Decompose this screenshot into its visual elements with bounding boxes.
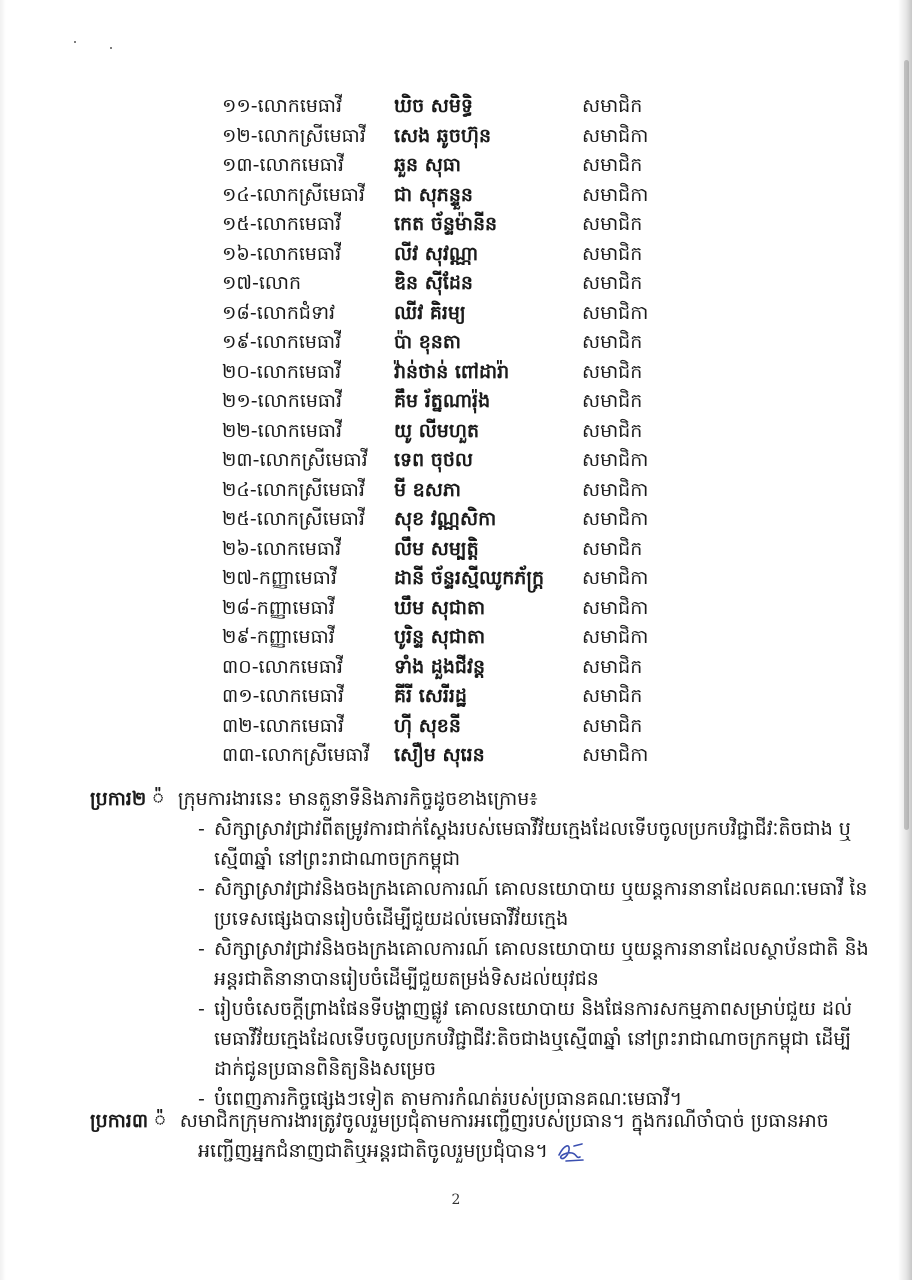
member-role: សមាជិក (582, 714, 643, 737)
member-row (222, 564, 682, 594)
member-title: ១៧-លោក (222, 272, 302, 294)
article-3 (90, 1106, 870, 1166)
member-title: ២៧-កញ្ញាមេធាវី (222, 567, 337, 589)
member-name: មី ឧសភា (394, 478, 461, 501)
member-role: សមាជិក (582, 272, 643, 294)
member-row (222, 476, 682, 506)
member-name: សេង ឆូចហ៊ុន (394, 124, 492, 147)
handwritten-initials-icon (556, 1141, 586, 1163)
member-name: លឹម សម្បត្តិ (394, 537, 479, 560)
member-title: ១២-លោកស្រីមេធាវី (222, 124, 366, 147)
member-title: ៣១-លោកមេធាវី (222, 685, 344, 707)
member-name: ទេព ចុថល (394, 449, 473, 471)
bullet-dash: - (198, 1088, 205, 1110)
member-list (222, 92, 682, 771)
scan-speck (110, 47, 112, 49)
member-row (222, 122, 682, 152)
member-role: សមាជិកា (582, 744, 649, 766)
duty-item (198, 934, 870, 994)
member-title: ២៦-លោកមេធាវី (222, 537, 342, 560)
member-title: ២៨-កញ្ញាមេធាវី (222, 596, 335, 619)
member-row (222, 623, 682, 653)
member-name: ឆួន សុធា (394, 154, 461, 176)
member-role: សមាជិក (582, 537, 643, 560)
member-title: ១៦-លោកមេធាវី (222, 242, 342, 265)
article-3-line-1: សមាជិកក្រុមការងារត្រូវចូលរួមប្រជុំតាមការអញ្ជើញរបស់ប្រធាន។ ក្នុងករណីចាំបាច់ ប្រធានអាច (179, 1110, 829, 1132)
duty-text: សិក្សាស្រាវជ្រាវនិងចងក្រងគោលការណ៍ គោលនយោបាយ ឬយន្តការនានាដែលគណៈមេធាវី នៃប្រទេសផ្សេងបានរៀបចំដើម្បីជួយដល់មេធាវីវ័យក្មេង (214, 878, 868, 930)
bullet-dash: - (198, 878, 205, 900)
member-name: ឌិន ស៊ីដែន (394, 272, 473, 294)
member-name: គីរី សេរីរដ្ឋ (394, 685, 467, 707)
member-name: សឿម សុរេន (394, 744, 485, 766)
duty-item (198, 874, 870, 934)
scan-speck (74, 41, 76, 43)
member-row (222, 92, 682, 122)
member-role: សមាជិកា (582, 301, 649, 324)
member-name: គឹម រ័ត្នណារ៉ុង (394, 390, 491, 412)
member-role: សមាជិកា (582, 124, 649, 147)
member-row (222, 446, 682, 476)
member-title: ២៤-លោកស្រីមេធាវី (222, 478, 365, 501)
duty-text: សិក្សាស្រាវជ្រាវនិងចងក្រងគោលការណ៍ គោលនយោបាយ ឬយន្តការនានាដែលស្ថាប័នជាតិ និងអន្តរជាតិនានាបានរៀបចំដើម្បីជួយតម្រង់ទិសដល់យុវជន (214, 938, 869, 990)
member-row (222, 741, 682, 771)
member-name: សុខ វណ្ណសិកា (394, 508, 497, 530)
member-name: ដានី ច័ន្ទរស្មីឈូកភ័ក្ត្រ (394, 567, 545, 589)
member-role: សមាជិក (582, 331, 643, 353)
member-row (222, 535, 682, 565)
member-row (222, 653, 682, 683)
article-3-continuation (198, 1136, 870, 1166)
page-left-edge-shadow (0, 0, 6, 1280)
member-title: ២៥-លោកស្រីមេធាវី (222, 508, 365, 530)
member-row (222, 269, 682, 299)
bullet-dash: - (198, 818, 205, 840)
member-title: ៣០-លោកមេធាវី (222, 655, 343, 678)
member-row (222, 505, 682, 535)
duty-item (198, 814, 870, 874)
member-row (222, 151, 682, 181)
bullet-dash: - (198, 998, 205, 1020)
member-title: ១៥-លោកមេធាវី (222, 213, 342, 235)
member-title: ៣៣-លោកស្រីមេធាវី (222, 744, 370, 766)
member-name: ប៉ា ខុនតា (394, 331, 461, 353)
member-name: ជា សុភន្ទួន (394, 183, 473, 206)
member-title: ២០-លោកមេធាវី (222, 360, 342, 383)
member-role: សមាជិក (582, 390, 643, 412)
member-role: សមាជិកា (582, 567, 649, 589)
member-row (222, 594, 682, 624)
member-title: ២៩-កញ្ញាមេធាវី (222, 626, 335, 648)
member-role: សមាជិកា (582, 478, 649, 501)
member-name: វ៉ាន់ថាន់ ពៅដារ៉ា (394, 360, 510, 383)
article-3-label: ប្រការ៣ ៉ (90, 1110, 166, 1132)
member-role: សមាជិក (582, 685, 643, 707)
member-role: សមាជិក (582, 213, 643, 235)
member-row (222, 358, 682, 388)
member-title: ១៩-លោកមេធាវី (222, 331, 342, 353)
member-title: ១៤-លោកស្រីមេធាវី (222, 183, 365, 206)
member-name: យូ លីមហួត (394, 419, 480, 442)
member-row (222, 210, 682, 240)
member-row (222, 387, 682, 417)
member-name: កេត ច័ន្ទម៉ានីន (394, 213, 498, 235)
article-2-duties (198, 814, 870, 1114)
viewer-scrollbar[interactable] (904, 60, 909, 830)
member-role: សមាជិក (582, 242, 643, 265)
article-3-line-2: អញ្ជើញអ្នកជំនាញជាតិឬអន្តរជាតិចូលរួមប្រជុំបាន។ (198, 1140, 548, 1162)
member-role: សមាជិកា (582, 183, 649, 206)
member-row (222, 417, 682, 447)
member-row (222, 712, 682, 742)
member-title: ១១-លោកមេធាវី (222, 95, 343, 117)
duty-text: សិក្សាស្រាវជ្រាវពីតម្រូវការជាក់ស្តែងរបស់មេធាវីវ័យក្មេងដែលទើបចូលប្រកបវិជ្ជាជីវៈតិចជាង ឬស្មើ៣ឆ្នាំ នៅព្រះរាជាណាចក្រកម្ពុជា (214, 818, 851, 870)
member-name: ឃឹម សុជាតា (394, 596, 486, 619)
article-2-heading (90, 784, 870, 814)
duty-text: បំពេញភារកិច្ចផ្សេងៗទៀត តាមការកំណត់របស់ប្រធានគណៈមេធាវី។ (214, 1088, 683, 1110)
page-number: 2 (451, 1192, 461, 1208)
article-2-intro: ក្រុមការងារនេះ មានតួនាទីនិងភារកិច្ចដូចខាងក្រោម៖ (177, 788, 538, 810)
member-name: ហ៊ី សុខនី (394, 714, 461, 737)
member-name: បូរិន្ទ សុជាតា (394, 626, 486, 648)
member-name: ឃិច សមិទ្ធិ (394, 95, 473, 117)
member-title: ១៨-លោកជំទាវ (222, 301, 336, 324)
member-title: ១៣-លោកមេធាវី (222, 154, 344, 176)
bullet-dash: - (198, 938, 205, 960)
article-2 (90, 784, 870, 1114)
member-role: សមាជិក (582, 655, 643, 678)
member-role: សមាជិកា (582, 596, 649, 619)
article-2-label: ប្រការ២ ៉ (90, 788, 164, 810)
member-role: សមាជិក (582, 419, 643, 442)
member-title: ២១-លោកមេធាវី (222, 390, 343, 412)
member-title: ២២-លោកមេធាវី (222, 419, 343, 442)
member-title: ៣២-លោកមេធាវី (222, 714, 344, 737)
member-name: ឈីវ គិរម្យ (394, 301, 466, 324)
member-name: លីវ សុវណ្ណា (394, 242, 479, 265)
member-role: សមាជិកា (582, 508, 649, 530)
duty-item (198, 994, 870, 1084)
member-role: សមាជិកា (582, 449, 649, 471)
member-row (222, 682, 682, 712)
member-role: សមាជិក (582, 95, 643, 117)
member-role: សមាជិក (582, 154, 643, 176)
member-role: សមាជិក (582, 360, 643, 383)
member-row (222, 240, 682, 270)
member-row (222, 181, 682, 211)
duty-text: រៀបចំសេចក្តីព្រាងផែនទីបង្ហាញផ្លូវ គោលនយោបាយ និងផែនការសកម្មភាពសម្រាប់ជួយ ដល់មេធាវីវ័យក្មេងដែលទើបចូលប្រកបវិជ្ជាជីវៈតិចជាងឬស្មើ៣ឆ្នាំ នៅព្រះរាជាណាចក្រកម្ពុជា ដើម្បីដាក់ជូនប្រធានពិនិត្យនិងសម្រេច (214, 998, 853, 1080)
member-row (222, 299, 682, 329)
member-role: សមាជិកា (582, 626, 649, 648)
member-row (222, 328, 682, 358)
member-name: ទាំង ដួងជីវន្ត (394, 655, 486, 678)
article-3-heading (90, 1106, 870, 1136)
member-title: ២៣-លោកស្រីមេធាវី (222, 449, 368, 471)
